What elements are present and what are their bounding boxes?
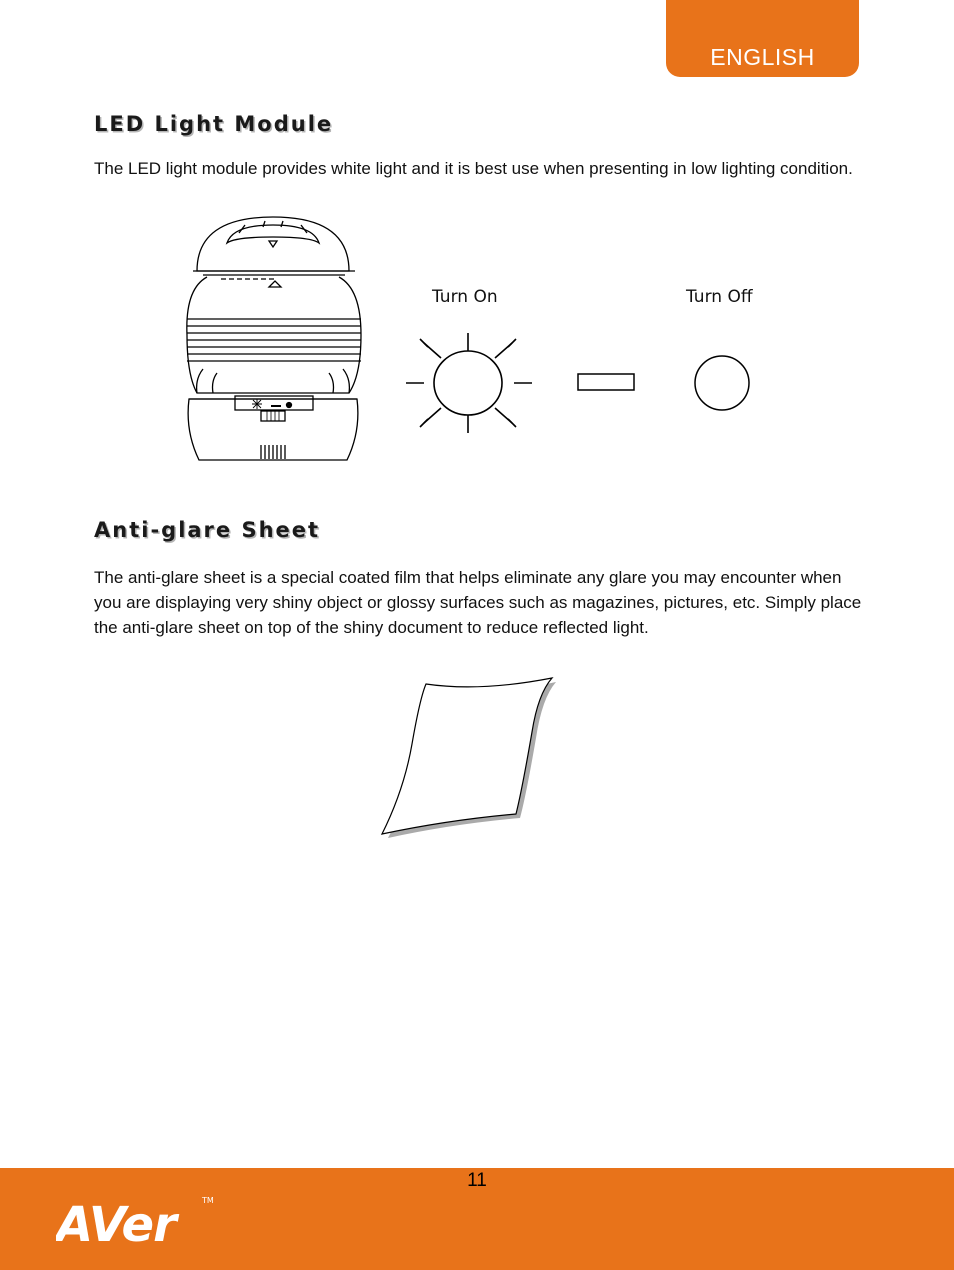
off-circle-icon: [693, 354, 751, 412]
led-section-body: The LED light module provides white light and it is best use when presenting in low lighting condition.: [94, 159, 853, 178]
sun-icon: [402, 330, 536, 442]
led-module-illustration: [183, 213, 368, 465]
aver-logo: [56, 1193, 216, 1249]
svg-text:AVer: AVer: [56, 1197, 176, 1249]
turn-off-label: Turn Off: [686, 287, 753, 307]
switch-icon: [576, 372, 636, 392]
antiglare-section-body: The anti-glare sheet is a special coated film that helps eliminate any glare you may encounter when you are displaying very shiny object or glossy surfaces such as magazines, pictures, etc. Simply place the anti-glare sheet on top of the shiny document to reduce reflected light.: [94, 568, 862, 637]
turn-on-label: Turn On: [432, 287, 498, 307]
svg-text:TM: TM: [202, 1196, 214, 1205]
antiglare-sheet-illustration: [374, 674, 560, 846]
led-section-title: LED Light Module: [94, 112, 334, 136]
language-tab: ENGLISH: [666, 0, 859, 77]
page-number: 11: [467, 1170, 487, 1191]
antiglare-section-title: Anti-glare Sheet: [94, 518, 321, 542]
